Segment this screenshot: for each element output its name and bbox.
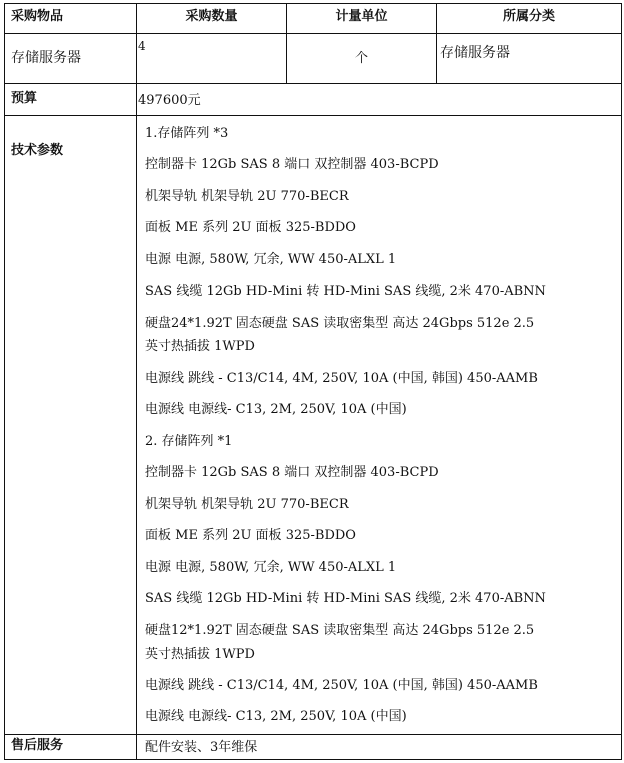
tech-line: 面板 ME 系列 2U 面板 325-BDDO bbox=[145, 220, 356, 235]
tech-line: 硬盘24*1.92T 固态硬盘 SAS 读取密集型 高达 24Gbps 512e 2.5 bbox=[145, 316, 535, 331]
budget-label: 预算 bbox=[11, 91, 38, 106]
tech-label: 技术参数 bbox=[11, 143, 64, 158]
row1-category: 存储服务器 bbox=[440, 45, 510, 61]
tech-line: 面板 ME 系列 2U 面板 325-BDDO bbox=[145, 528, 356, 543]
table-col-divider-1 bbox=[136, 3, 137, 760]
tech-line: 1.存储阵列 *3 bbox=[145, 126, 229, 141]
header-item: 采购物品 bbox=[11, 9, 64, 24]
tech-line: 英寸热插拔 1WPD bbox=[145, 647, 255, 662]
table-border-left bbox=[4, 3, 5, 760]
table-line-budget bbox=[4, 115, 622, 116]
header-qty: 采购数量 bbox=[185, 9, 238, 24]
tech-line: 控制器卡 12Gb SAS 8 端口 双控制器 403-BCPD bbox=[145, 157, 439, 172]
tech-line: 电源 电源, 580W, 冗余, WW 450-ALXL 1 bbox=[145, 252, 397, 267]
service-value: 配件安装、3年维保 bbox=[145, 740, 258, 755]
table-line-tech bbox=[4, 734, 622, 735]
tech-line: 2. 存储阵列 *1 bbox=[145, 434, 233, 449]
table-border-bottom bbox=[4, 759, 622, 760]
row1-item: 存储服务器 bbox=[11, 50, 81, 66]
tech-line: SAS 线缆 12Gb HD-Mini 转 HD-Mini SAS 线缆, 2米 470-ABNN bbox=[145, 284, 546, 299]
table-border-top bbox=[4, 3, 622, 4]
budget-value: 497600元 bbox=[138, 93, 201, 108]
tech-line: 控制器卡 12Gb SAS 8 端口 双控制器 403-BCPD bbox=[145, 465, 439, 480]
tech-line: 电源线 跳线 - C13/C14, 4M, 250V, 10A (中国, 韩国) 450-AAMB bbox=[145, 678, 538, 693]
table-line-header bbox=[4, 33, 622, 34]
tech-line: 机架导轨 机架导轨 2U 770-BECR bbox=[145, 189, 349, 204]
table-line-row1 bbox=[4, 83, 622, 84]
service-label: 售后服务 bbox=[11, 738, 64, 753]
tech-line: 机架导轨 机架导轨 2U 770-BECR bbox=[145, 497, 349, 512]
header-unit: 计量单位 bbox=[335, 9, 388, 24]
tech-line: 电源 电源, 580W, 冗余, WW 450-ALXL 1 bbox=[145, 560, 397, 575]
tech-line: 英寸热插拔 1WPD bbox=[145, 339, 255, 354]
tech-line: 电源线 电源线- C13, 2M, 250V, 10A (中国) bbox=[145, 709, 407, 724]
table-border-right bbox=[621, 3, 622, 760]
row1-unit: 个 bbox=[354, 51, 368, 66]
tech-line: 电源线 跳线 - C13/C14, 4M, 250V, 10A (中国, 韩国) 450-AAMB bbox=[145, 371, 538, 386]
header-category: 所属分类 bbox=[502, 9, 555, 24]
tech-line: 电源线 电源线- C13, 2M, 250V, 10A (中国) bbox=[145, 402, 407, 417]
tech-line: SAS 线缆 12Gb HD-Mini 转 HD-Mini SAS 线缆, 2米 470-ABNN bbox=[145, 591, 546, 606]
row1-qty: 4 bbox=[138, 39, 146, 53]
tech-line: 硬盘12*1.92T 固态硬盘 SAS 读取密集型 高达 24Gbps 512e 2.5 bbox=[145, 623, 535, 638]
